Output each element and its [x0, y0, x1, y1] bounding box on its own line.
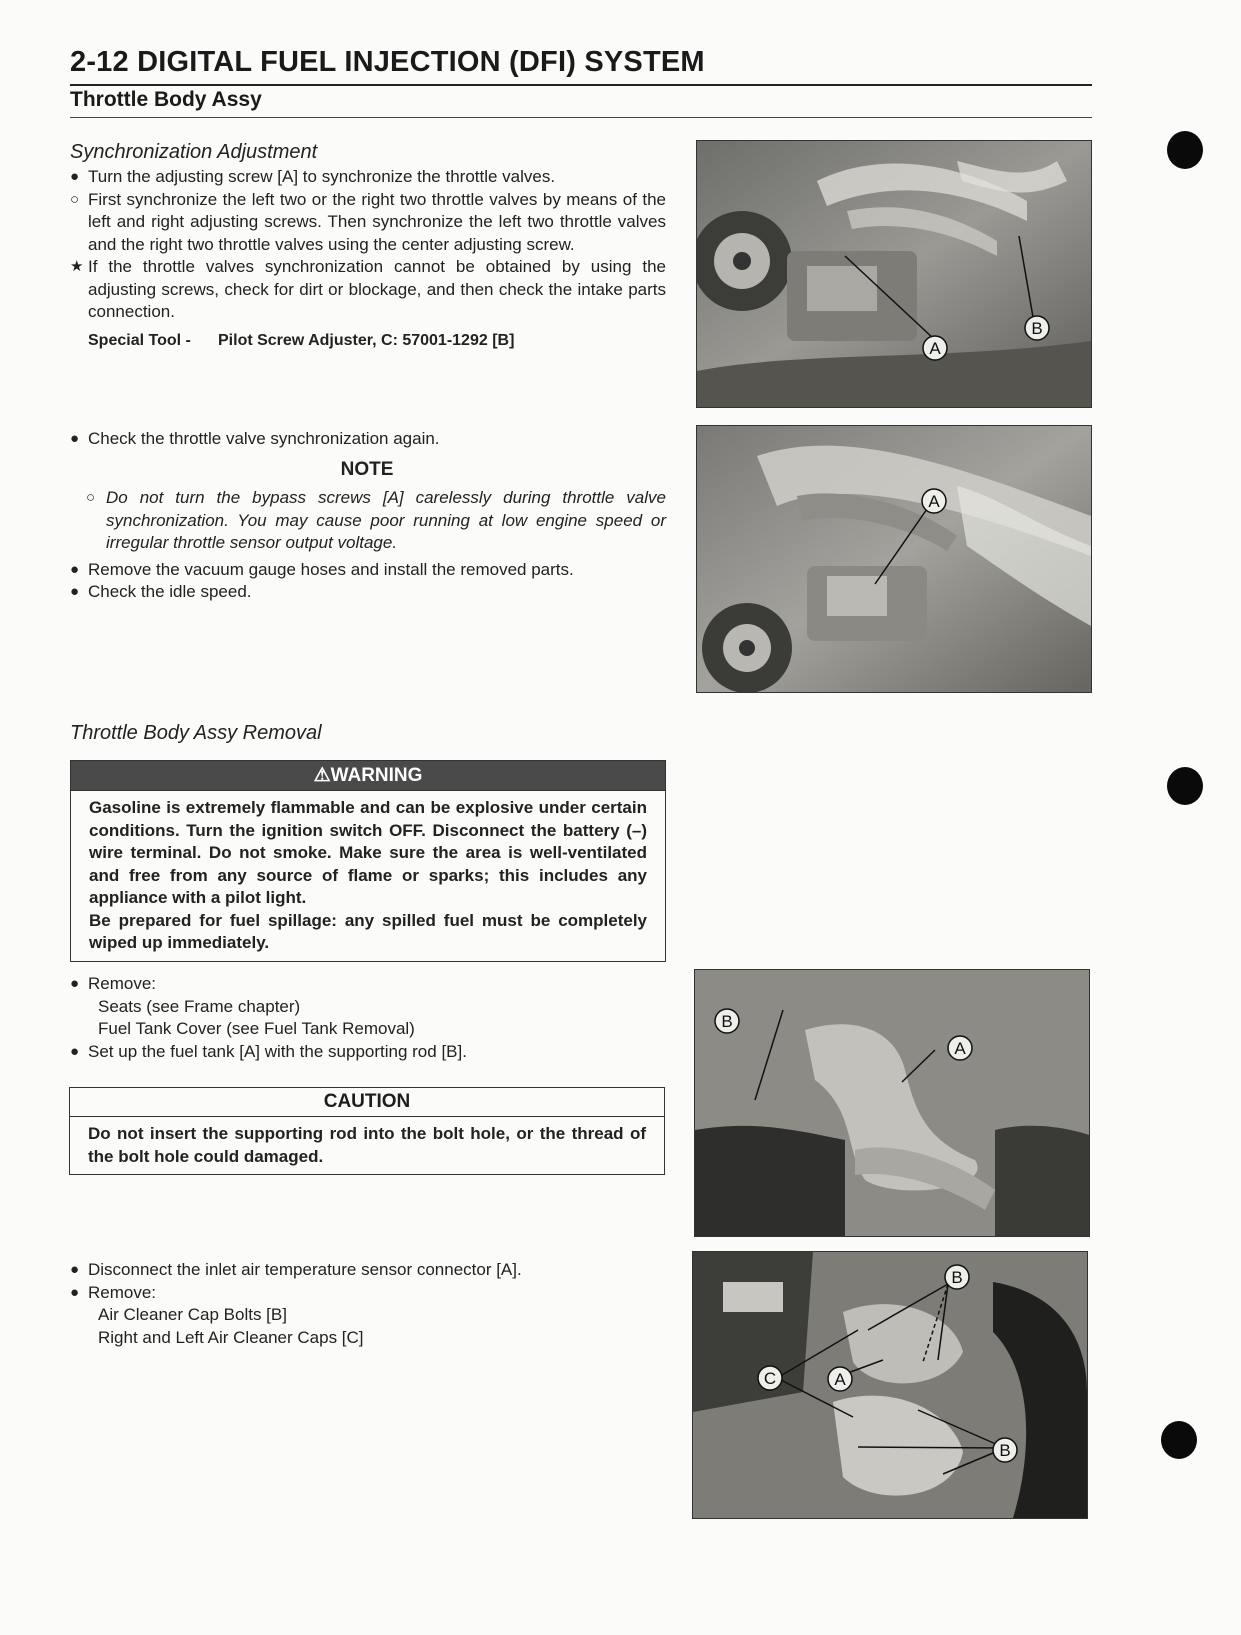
sync-title: Synchronization Adjustment	[70, 141, 318, 163]
sub-item: Right and Left Air Cleaner Caps [C]	[98, 1327, 364, 1347]
item-text: Check the throttle valve synchronization again.	[88, 429, 440, 448]
sync-steps	[68, 166, 666, 352]
warning-title: ⚠WARNING	[71, 761, 665, 791]
bullet: ○	[70, 190, 80, 208]
removal-steps	[68, 973, 666, 1063]
sub-item: Air Cleaner Cap Bolts [B]	[98, 1305, 287, 1324]
punch-hole	[1167, 767, 1203, 805]
photo-air-cleaner-caps	[692, 1251, 1088, 1519]
callout-b: B	[1031, 319, 1043, 338]
list-item	[68, 428, 666, 451]
callout-b: B	[721, 1012, 733, 1031]
warning-text: Gasoline is extremely flammable and can be explosive under certain conditions. Turn the ignition switch OFF. Disconnect the battery (–) wire terminal. Do not smoke. Make sure the area is well-ventilated and free from any source of flame or sparks; this includes any appliance with a pilot light.	[89, 798, 647, 907]
callout-c: C	[763, 1369, 777, 1388]
bullet: ●	[70, 430, 80, 447]
special-tool	[68, 330, 666, 353]
list-item	[68, 189, 666, 257]
special-tool-value: Pilot Screw Adjuster, C: 57001-1292 [B]	[218, 331, 515, 349]
subtitle-rule	[70, 117, 1092, 118]
removal-title: Throttle Body Assy Removal	[70, 722, 322, 744]
item-text: Set up the fuel tank [A] with the supporting rod [B].	[88, 1041, 467, 1061]
item-text: Disconnect the inlet air temperature sensor connector [A].	[88, 1260, 522, 1279]
list-item	[68, 1259, 666, 1282]
bullet: ●	[70, 560, 80, 578]
page-title: 2-12 DIGITAL FUEL INJECTION (DFI) SYSTEM	[70, 46, 705, 78]
list-item	[68, 256, 666, 324]
item-text: If the throttle valves synchronization cannot be obtained by using the adjusting screws, check for dirt or blockage, and then check the intake parts connection.	[88, 257, 666, 321]
callout-a: A	[929, 339, 941, 358]
warning-box	[70, 760, 666, 962]
punch-hole	[1161, 1421, 1197, 1459]
list-item	[68, 973, 666, 1041]
item-text: First synchronize the left two or the right two throttle valves by means of the left and right adjusting screws. Then synchronize the left two throttle valves and the right two throttle valves using the center adjusting screw.	[88, 189, 666, 254]
list-item	[68, 166, 666, 189]
callout-b: B	[999, 1441, 1011, 1460]
bullet: ○	[86, 489, 96, 506]
warning-body	[71, 791, 665, 961]
header-rule	[70, 84, 1092, 86]
bullet: ●	[70, 168, 80, 185]
callout-a: A	[954, 1039, 966, 1058]
item-text: Remove the vacuum gauge hoses and install the removed parts.	[88, 559, 574, 579]
sub-item: Seats (see Frame chapter)	[98, 996, 301, 1016]
photo-throttle-adjusting-screw	[696, 140, 1092, 408]
note-title: NOTE	[340, 458, 394, 480]
sub-item: Fuel Tank Cover (see Fuel Tank Removal)	[98, 1019, 415, 1038]
punch-hole	[1167, 131, 1203, 169]
photo-bypass-screws	[696, 425, 1092, 693]
bullet: ★	[70, 258, 84, 275]
bullet: ●	[70, 583, 80, 600]
item-text: Turn the adjusting screw [A] to synchronize the throttle valves.	[88, 167, 556, 186]
item-text: Remove:	[88, 1282, 157, 1302]
warning-text: Be prepared for fuel spillage: any spilled fuel must be completely wiped up immediately.	[89, 910, 647, 952]
callout-a: A	[834, 1370, 846, 1389]
photo-fuel-tank-support	[694, 969, 1090, 1237]
list-item	[68, 581, 666, 604]
sync-check	[68, 428, 666, 604]
bullet: ●	[70, 1042, 80, 1060]
caution-title: CAUTION	[70, 1088, 664, 1117]
callout-b: B	[951, 1268, 963, 1287]
special-tool-label: Special Tool -	[88, 331, 191, 349]
callout-a: A	[928, 492, 940, 511]
caution-box	[69, 1087, 665, 1175]
section-subtitle: Throttle Body Assy	[70, 88, 262, 111]
removal-steps-2	[68, 1259, 666, 1349]
list-item	[68, 1282, 666, 1350]
note-text: Do not turn the bypass screws [A] carelessly during throttle valve synchronization. You may cause poor running at low engine speed or irregular throttle sensor output voltage.	[106, 488, 666, 552]
list-item	[68, 559, 666, 582]
bullet: ●	[70, 1261, 80, 1278]
list-item	[68, 1041, 666, 1064]
bullet: ●	[70, 975, 80, 992]
item-text: Check the idle speed.	[88, 582, 252, 601]
caution-text: Do not insert the supporting rod into the bolt hole, or the thread of the bolt hole could damaged.	[88, 1124, 646, 1166]
bullet: ●	[70, 1283, 80, 1301]
item-text: Remove:	[88, 974, 157, 993]
note-body	[68, 487, 666, 555]
